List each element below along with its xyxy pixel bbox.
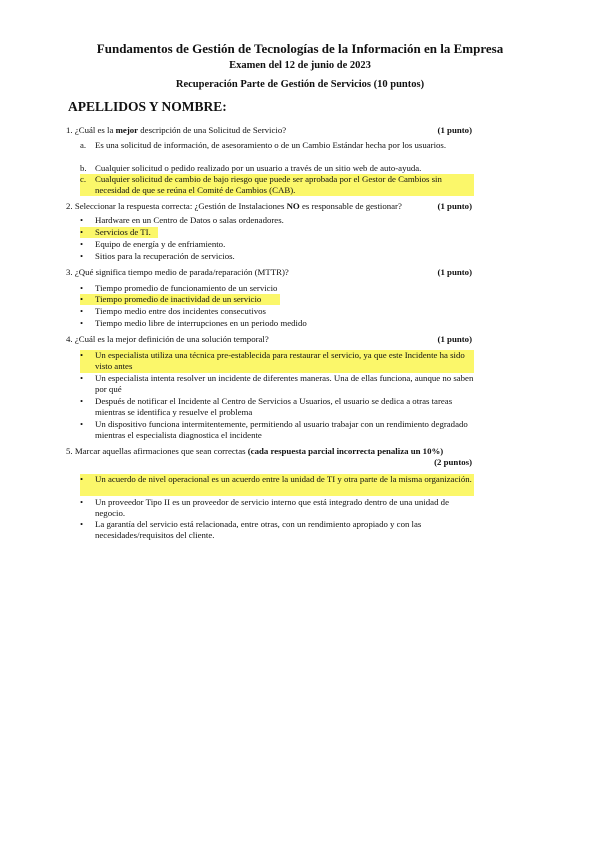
question-number: 2. xyxy=(66,201,73,211)
option-text: Tiempo medio libre de interrupciones en un periodo medido xyxy=(95,318,307,328)
question-points: (2 puntos) xyxy=(434,457,472,467)
option-text: Es una solicitud de información, de asesoramiento o de un Cambio Estándar hecha por los usuarios. xyxy=(95,140,447,150)
bullet-icon: • xyxy=(80,373,84,383)
option-text: Un dispositivo funciona intermitentemente, permitiendo al usuario trabajar con un rendimiento degradado mientras el especialista diagnostica el incidente xyxy=(95,419,468,441)
question-text-bold: (cada respuesta parcial incorrecta penaliza un 10%) xyxy=(247,446,444,456)
option-q2-3[interactable] xyxy=(80,239,474,250)
option-q5-2[interactable] xyxy=(80,497,474,519)
question-1 xyxy=(66,125,472,136)
name-label: APELLIDOS Y NOMBRE: xyxy=(68,99,227,114)
question-points: (1 punto) xyxy=(437,334,472,344)
question-4 xyxy=(66,334,472,345)
bullet-icon: • xyxy=(80,419,84,429)
option-q4-2[interactable] xyxy=(80,373,474,395)
option-q1-b[interactable] xyxy=(80,163,474,174)
option-q3-1[interactable] xyxy=(80,283,474,294)
bullet-icon: • xyxy=(80,294,84,304)
option-text: Cualquier solicitud o pedido realizado por un usuario a través de un sitio web de auto-ayuda. xyxy=(95,163,422,173)
bullet-icon: • xyxy=(80,396,84,406)
option-q2-2[interactable] xyxy=(80,227,474,238)
bullet-icon: • xyxy=(80,227,84,237)
option-q5-1[interactable] xyxy=(80,474,474,485)
option-text: Equipo de energía y de enfriamiento. xyxy=(95,239,226,249)
exam-title: Fundamentos de Gestión de Tecnologías de la Información en la Empresa xyxy=(96,41,504,56)
bullet-icon: • xyxy=(80,251,84,261)
option-text: Tiempo promedio de funcionamiento de un servicio xyxy=(95,283,278,293)
option-marker: a. xyxy=(80,140,87,150)
question-text-pre: ¿Cuál es la xyxy=(74,125,116,135)
question-number: 1. xyxy=(66,125,73,135)
option-q4-4[interactable] xyxy=(80,419,474,441)
option-text: Después de notificar el Incidente al Centro de Servicios a Usuarios, el usuario se dedica a otras tareas mientras se identifica y resuelve el problema xyxy=(95,396,453,418)
option-q3-3[interactable] xyxy=(80,306,474,317)
question-3 xyxy=(66,267,472,278)
option-text: La garantía del servicio está relacionada, entre otras, con un rendimiento apropiado y con las necesidades/requisitos del cliente. xyxy=(95,519,422,541)
question-2 xyxy=(66,201,472,212)
question-text-post: es responsable de gestionar? xyxy=(299,201,402,211)
bullet-icon: • xyxy=(80,497,84,507)
option-text: Un proveedor Tipo II es un proveedor de servicio interno que está integrado dentro de una unidad de negocio. xyxy=(95,497,449,519)
option-text: Cualquier solicitud de cambio de bajo riesgo que puede ser aprobada por el Gestor de Cambios sin necesidad de que se reúna el Comité de Cambios (CAB). xyxy=(95,174,442,196)
question-text-pre: Seleccionar la respuesta correcta: ¿Gestión de Instalaciones xyxy=(74,201,287,211)
bullet-icon: • xyxy=(80,283,84,293)
question-text-post: descripción de una Solicitud de Servicio? xyxy=(138,125,287,135)
bullet-icon: • xyxy=(80,306,84,316)
bullet-icon: • xyxy=(80,239,84,249)
option-text: Tiempo medio entre dos incidentes consecutivos xyxy=(95,306,266,316)
option-marker: b. xyxy=(80,163,87,173)
question-5 xyxy=(66,446,478,468)
option-marker: c. xyxy=(80,174,87,184)
question-text-bold: mejor xyxy=(115,125,139,135)
exam-subtitle: Recuperación Parte de Gestión de Servicios (10 puntos) xyxy=(175,79,425,90)
question-number: 5. xyxy=(66,446,73,456)
bullet-icon: • xyxy=(80,318,84,328)
bullet-icon: • xyxy=(80,215,84,225)
bullet-icon: • xyxy=(80,350,84,360)
question-text: ¿Cuál es la mejor definición de una solución temporal? xyxy=(74,334,269,344)
option-q1-a[interactable] xyxy=(80,140,474,151)
option-text: Sitios para la recuperación de servicios. xyxy=(95,251,235,261)
question-text-bold: NO xyxy=(286,201,300,211)
question-number: 4. xyxy=(66,334,73,344)
option-text: Un especialista intenta resolver un incidente de diferentes maneras. Una de ellas funciona, aunque no saben por qué xyxy=(95,373,474,395)
question-points: (1 punto) xyxy=(437,201,472,211)
exam-date: Examen del 12 de junio de 2023 xyxy=(229,60,371,71)
question-number: 3. xyxy=(66,267,73,277)
option-q4-3[interactable] xyxy=(80,396,474,418)
bullet-icon: • xyxy=(80,519,84,529)
option-q2-4[interactable] xyxy=(80,251,474,262)
question-text-pre: Marcar aquellas afirmaciones que sean correctas xyxy=(74,446,248,456)
question-points: (1 punto) xyxy=(437,267,472,277)
question-points: (1 punto) xyxy=(437,125,472,135)
option-q1-c[interactable] xyxy=(80,174,474,196)
option-text: Un acuerdo de nivel operacional es un acuerdo entre la unidad de TI y otra parte de la misma organización. xyxy=(95,474,472,484)
option-q5-3[interactable] xyxy=(80,519,474,541)
option-q4-1[interactable] xyxy=(80,350,474,372)
option-text: Tiempo promedio de inactividad de un servicio xyxy=(95,294,262,304)
option-text: Un especialista utiliza una técnica pre-establecida para restaurar el servicio, ya que este Incidente ha sido visto antes xyxy=(95,350,465,372)
option-q3-2[interactable] xyxy=(80,294,474,305)
bullet-icon: • xyxy=(80,474,84,484)
option-q2-1[interactable] xyxy=(80,215,474,226)
option-text: Servicios de TI. xyxy=(95,227,151,237)
option-q3-4[interactable] xyxy=(80,318,474,329)
question-text: ¿Qué significa tiempo medio de parada/reparación (MTTR)? xyxy=(74,267,289,277)
option-text: Hardware en un Centro de Datos o salas ordenadores. xyxy=(95,215,284,225)
